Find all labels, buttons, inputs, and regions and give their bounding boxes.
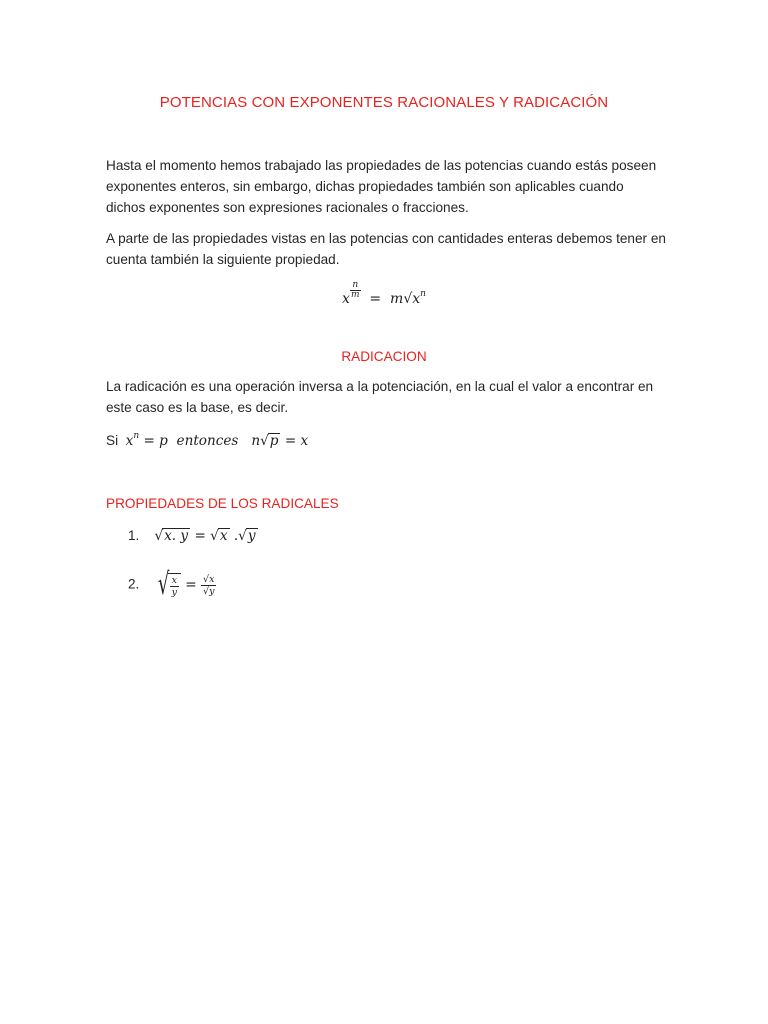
property-intro-paragraph: A parte de las propiedades vistas en las potencias con cantidades enteras debemos tener en cuenta también la siguiente propiedad. — [106, 231, 666, 267]
property-1-lhs-radicand: x. y — [164, 528, 189, 544]
def-lhs: x — [125, 433, 134, 449]
property-2-equals: = — [185, 576, 197, 593]
property-1-rhs-a: x — [219, 528, 228, 544]
property-item-1 — [128, 528, 258, 544]
radical-icon: √ — [403, 291, 413, 307]
radicacion-paragraph: La radicación es una operación inversa a la potenciación, en la cual el valor a encontrar en este caso es la base, es decir. — [106, 379, 654, 415]
formula-equals: = — [369, 291, 382, 307]
page-title: POTENCIAS CON EXPONENTES RACIONALES Y RADICACIÓN — [159, 94, 609, 111]
def-eq2: = x — [284, 433, 309, 449]
intro-paragraph: Hasta el momento hemos trabajado las propiedades de las potencias cuando estás poseen exponentes enteros, sin embargo, dichas propiedades también son aplicables cuando dichos exponentes son expresiones racionales o fracciones. — [106, 158, 657, 215]
formula-exponent-fraction: $\frac{n}{m}$ — [350, 280, 360, 300]
formula-radicand-exponent: n — [420, 289, 426, 299]
def-index: n — [251, 433, 261, 449]
radical-icon: √ — [203, 573, 210, 585]
property-item-2 — [128, 567, 216, 602]
section-heading-propiedades: PROPIEDADES DE LOS RADICALES — [106, 496, 339, 511]
radicacion-definition — [106, 431, 308, 449]
formula-root-index: m — [390, 291, 404, 307]
property-2-lhs-fraction: $\frac{x}{y}$ — [171, 574, 177, 598]
radical-icon: √ — [238, 528, 247, 544]
property-2-rhs-fraction: $\frac{√x}{√y}$ — [203, 573, 215, 597]
def-radicand: p — [269, 433, 279, 449]
radical-icon: √ — [260, 433, 269, 449]
rational-exponent-formula — [0, 281, 768, 307]
radical-icon: √ — [154, 528, 164, 544]
si-word: Si — [106, 433, 119, 448]
def-entonces: entonces — [176, 433, 239, 449]
property-number: 2. — [128, 576, 140, 592]
radical-icon: √ — [210, 528, 219, 544]
property-number: 1. — [128, 528, 140, 543]
property-1-equals: = — [194, 528, 206, 544]
property-1-dot: . — [233, 528, 239, 544]
formula-radicand: x — [412, 291, 421, 307]
formula-base: x — [342, 291, 350, 307]
def-eq1: = p — [143, 433, 168, 449]
section-heading-radicacion: RADICACION — [341, 349, 427, 364]
radical-icon: √ — [203, 585, 210, 597]
def-lhs-exp: n — [133, 431, 140, 441]
property-1-rhs-b: y — [247, 528, 256, 544]
radical-icon: √ — [158, 567, 170, 602]
